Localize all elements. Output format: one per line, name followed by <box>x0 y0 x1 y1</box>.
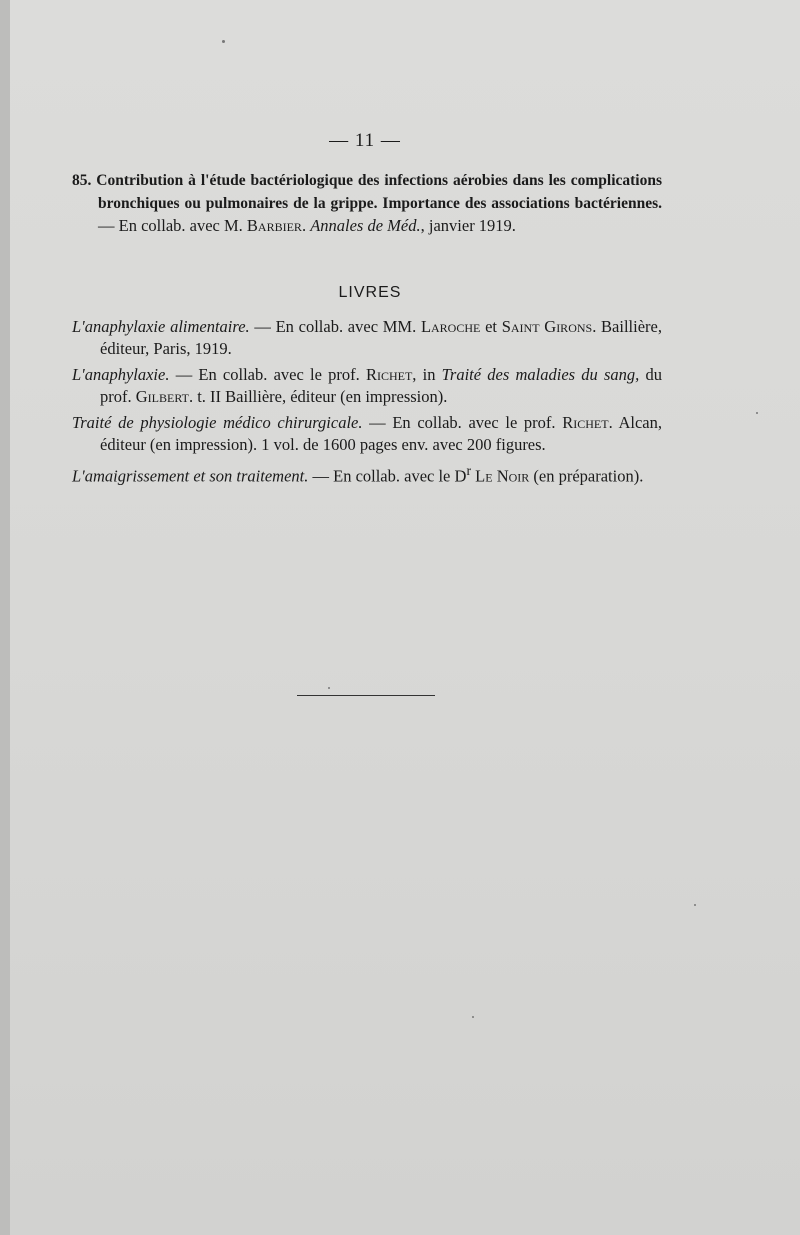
speck <box>328 687 330 689</box>
entry-85-body <box>72 170 662 238</box>
page-number: — 11 — <box>329 130 401 151</box>
entry-collab-prefix: — En collab. avec M. <box>98 216 247 235</box>
entry-number: 85. <box>72 172 92 189</box>
book-entry <box>72 460 662 488</box>
speck <box>756 412 758 414</box>
bibliography-entry-85 <box>72 170 662 238</box>
book-text: — En collab. avec le prof. <box>362 413 563 432</box>
entry-date: , janvier 1919. <box>420 216 516 235</box>
entry-title: Contribution à l'étude bactériologique des infections aérobies dans les complications bronchiques ou pulmonaires de la grippe. Importance des associations bactériennes. <box>96 172 662 212</box>
book-text: — En collab. avec MM. <box>249 317 421 336</box>
book-entry <box>72 316 662 360</box>
book-text: . Baillière, éditeur, Paris, 1919. <box>100 317 662 358</box>
book-title: Traité de physiologie médico chirurgicale. <box>72 413 363 432</box>
book-series-title: Traité des maladies du sang, <box>441 365 640 384</box>
speck <box>472 1016 474 1018</box>
entry-journal: Annales de Méd. <box>310 216 421 235</box>
book-text: — En collab. avec le prof. <box>169 365 366 384</box>
author-name: Richet <box>365 365 413 384</box>
author-name: Gilbert <box>135 387 189 406</box>
author-name: Richet <box>562 413 609 432</box>
speck <box>222 40 225 43</box>
book-text: et <box>480 317 502 336</box>
superscript: r <box>466 463 472 478</box>
closing-rule <box>297 695 435 696</box>
book-text: , in <box>412 365 442 384</box>
author-name: Laroche <box>420 317 481 336</box>
speck <box>694 904 696 906</box>
book-title: L'anaphylaxie. <box>72 365 170 384</box>
book-entry <box>72 364 662 408</box>
book-text: (en préparation). <box>529 466 644 486</box>
author-name: Saint Girons <box>501 317 593 336</box>
book-title: L'amaigrissement et son traitement. <box>72 466 309 486</box>
book-text: . Alcan, éditeur (en impression). 1 vol. de 1600 pages env. avec 200 figures. <box>100 413 662 454</box>
book-text: du prof. <box>100 365 662 406</box>
book-text: . t. II Baillière, éditeur (en impression). <box>188 387 448 406</box>
section-title-livres: LIVRES <box>338 284 402 301</box>
book-title: L'anaphylaxie alimentaire. <box>72 317 250 336</box>
entry-collab-sep: . <box>301 216 311 235</box>
book-entry <box>72 412 662 456</box>
author-name: Le Noir <box>475 466 530 486</box>
books-list <box>72 316 662 492</box>
entry-collab-name: Barbier <box>246 216 302 235</box>
book-text: — En collab. avec le D <box>308 466 467 486</box>
